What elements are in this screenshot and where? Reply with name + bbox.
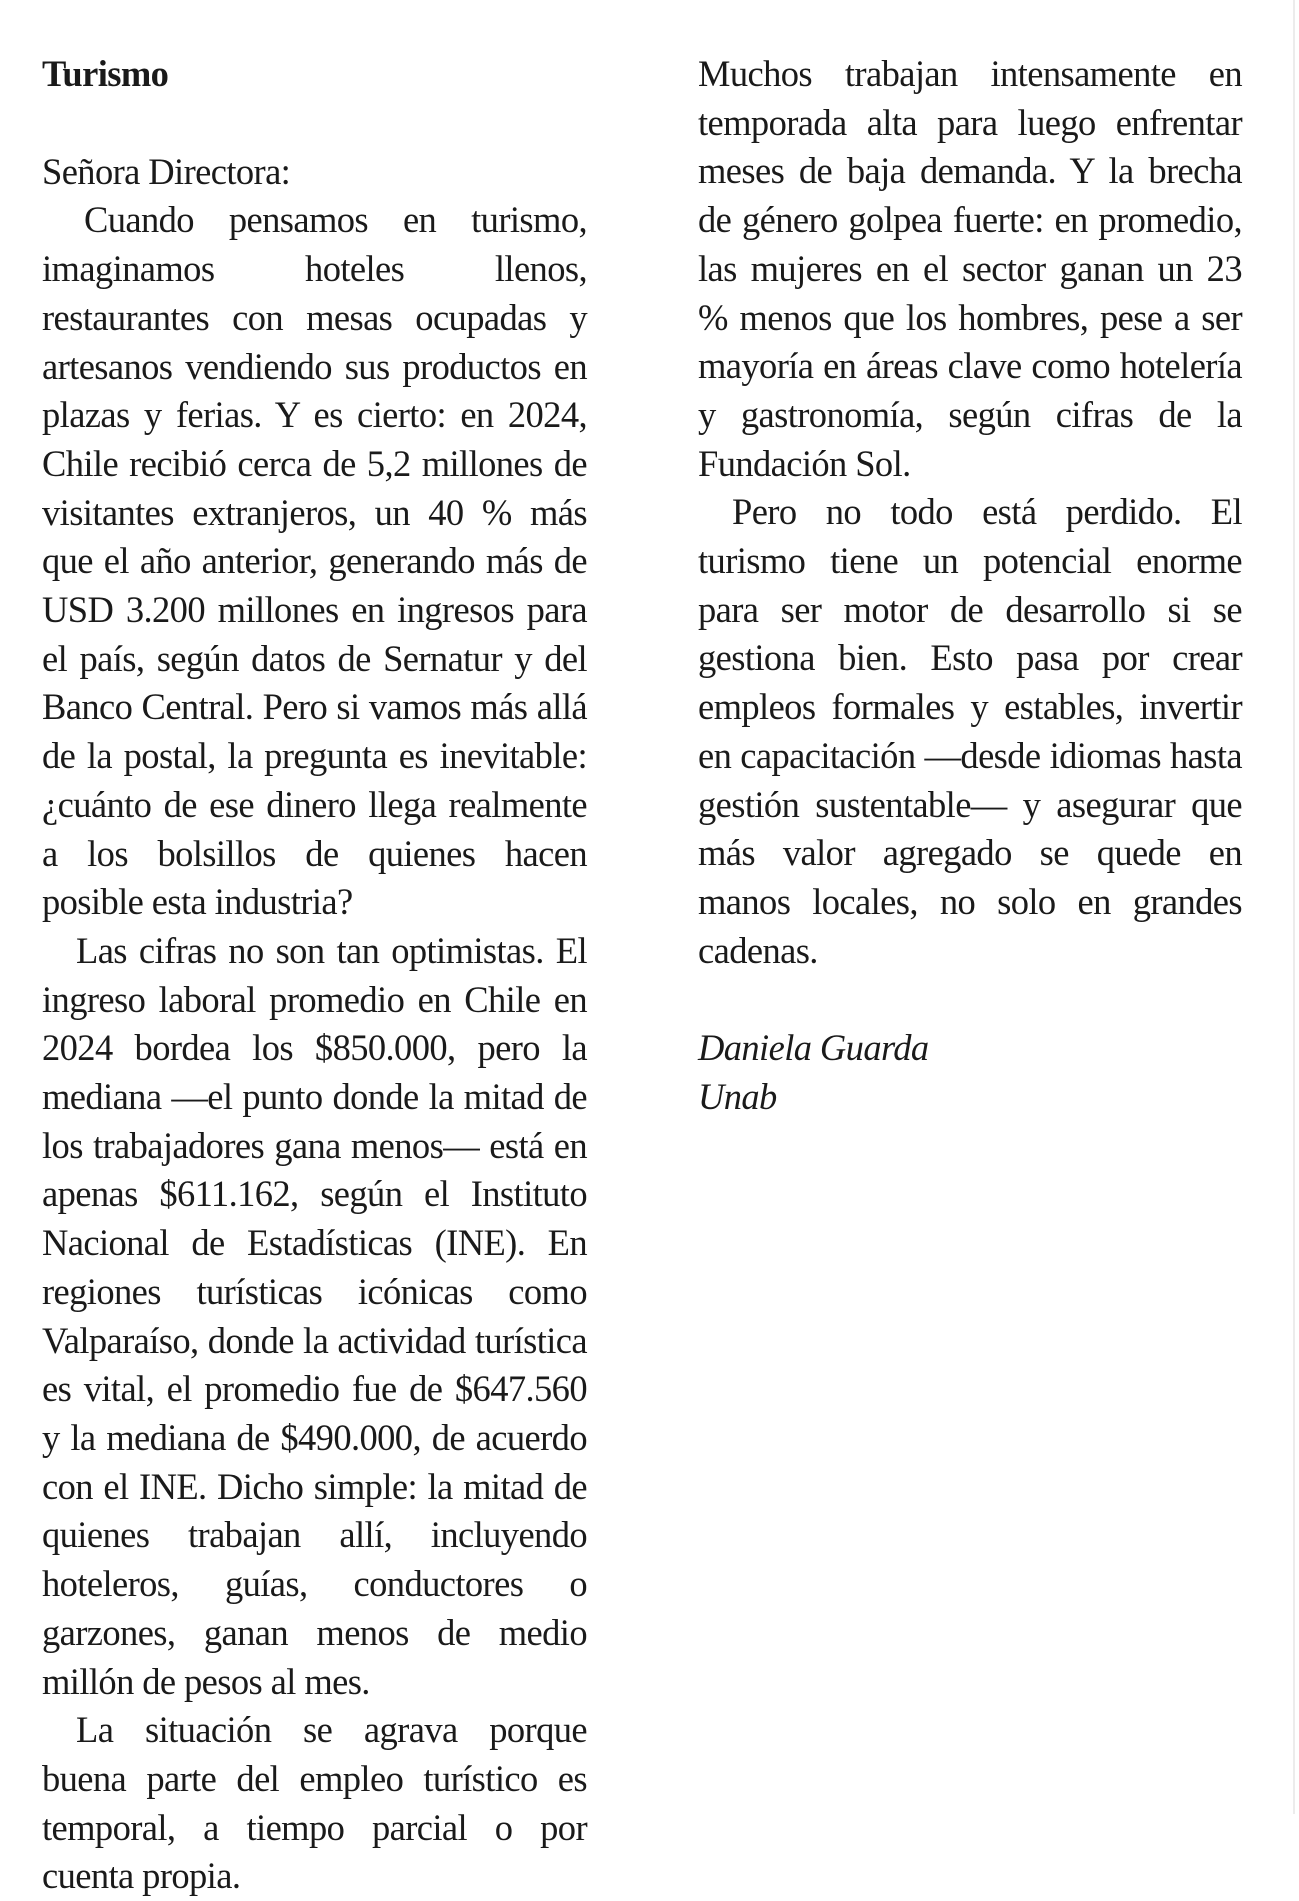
paragraph-1: Cuando pensamos en turismo, imaginamos hoteles llenos, restaurantes con mesas ocupadas y artesanos vendiendo sus productos en plazas y ferias. Y es cierto: en 2024, Chile recibió cerca de 5,2 millones de visitantes extranjeros, un 40 % más que el año anterior, generando más de USD 3.200 millones en ingresos para el país, según datos de Sernatur y del Banco Central. Pero si vamos más allá de la postal, la pregunta es inevitable: ¿cuánto de ese dinero llega realmente a los bolsillos de quienes hacen posible esta industria? — [42, 199, 587, 923]
left-column — [42, 50, 587, 1901]
paragraph-2: Las cifras no son tan optimistas. El ingreso laboral promedio en Chile en 2024 bordea los $850.000, pero la mediana —el punto donde la mitad de los trabajadores gana menos— está en apenas $611.162, según el Instituto Nacional de Estadísticas (INE). En regiones turísticas icónicas como Valparaíso, donde la actividad turística es vital, el promedio fue de $647.560 y la mediana de $490.000, de acuerdo con el INE. Dicho simple: la mitad de quienes trabajan allí, incluyendo hoteleros, guías, conductores o garzones, ganan menos de medio millón de pesos al mes. — [42, 929, 587, 1702]
page-edge-divider — [1293, 0, 1295, 1814]
paragraph-4: Muchos trabajan intensamente en temporada alta para luego enfrentar meses de baja demanda. Y la brecha de género golpea fuerte: en promedio, las mujeres en el sector ganan un 23 % menos que los hombres, pese a ser mayoría en áreas clave como hotelería y gastronomía, según cifras de la Fundación Sol. — [698, 53, 1242, 484]
letter-title: Turismo — [42, 53, 169, 94]
right-column — [698, 50, 1242, 1122]
signature-affiliation: Unab — [698, 1076, 777, 1118]
signature-block — [698, 1024, 1242, 1121]
paragraph-5: Pero no todo está perdido. El turismo tiene un potencial enorme para ser motor de desarrollo si se gestiona bien. Esto pasa por crear empleos formales y estables, invertir en capacitación —desde idiomas hasta gestión sustentable— y asegurar que más valor agregado se quede en manos locales, no solo en grandes cadenas. — [698, 491, 1242, 971]
signature-name: Daniela Guarda — [698, 1027, 929, 1069]
paragraph-3: La situación se agrava porque buena parte del empleo turístico es temporal, a tiempo parcial o por cuenta propia. — [42, 1709, 587, 1897]
salutation: Señora Directora: — [42, 150, 291, 192]
